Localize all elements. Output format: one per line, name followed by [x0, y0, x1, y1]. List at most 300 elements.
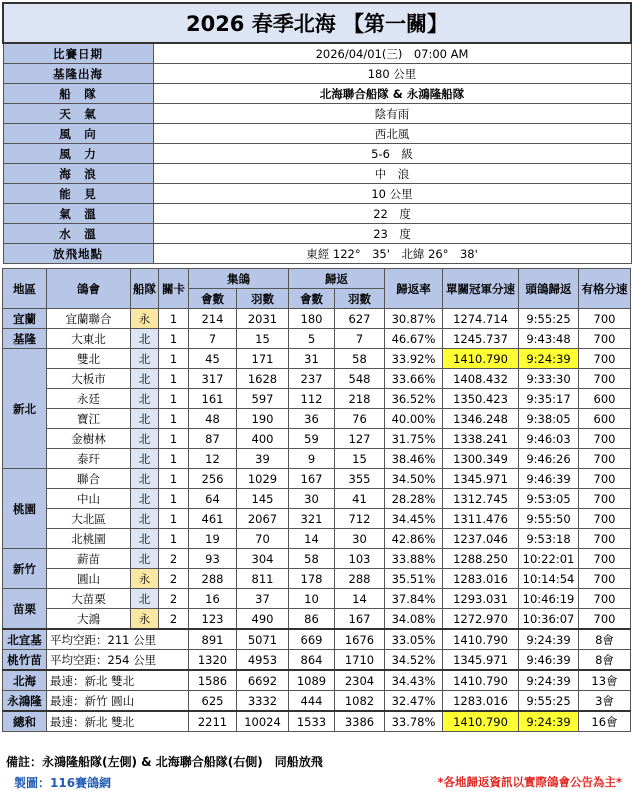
r-clubs-cell: 178	[289, 569, 335, 589]
first-cell: 10:46:19	[519, 589, 579, 609]
summary-c-birds: 3332	[237, 691, 289, 712]
table-row	[3, 549, 631, 569]
club-cell: 永廷	[47, 389, 131, 409]
club-cell: 大東北	[47, 329, 131, 349]
summary-r-clubs: 669	[289, 629, 335, 650]
stage-cell: 1	[159, 449, 189, 469]
rate-cell: 33.66%	[385, 369, 443, 389]
region-cell: 新北	[3, 349, 47, 469]
table-row	[3, 329, 631, 349]
info-value: 22 度	[153, 204, 631, 224]
speed-cell: 1312.745	[443, 489, 519, 509]
speed-cell: 1408.432	[443, 369, 519, 389]
summary-c-clubs: 2211	[189, 711, 237, 732]
stage-cell: 1	[159, 469, 189, 489]
info-value: 180 公里	[153, 64, 631, 84]
boat-cell: 永	[131, 309, 159, 329]
speed-cell: 1245.737	[443, 329, 519, 349]
summary-rate: 34.43%	[385, 670, 443, 691]
info-value: 西北風	[153, 124, 631, 144]
stage-cell: 2	[159, 549, 189, 569]
summary-first: 9:24:39	[519, 670, 579, 691]
quota-cell: 700	[579, 609, 631, 630]
page-title: 2026 春季北海 【第一關】	[3, 3, 631, 43]
info-value: 5-6 級	[153, 144, 631, 164]
col-speed: 單關冠軍分速	[443, 269, 519, 309]
boat-cell: 北	[131, 449, 159, 469]
first-cell: 9:46:39	[519, 469, 579, 489]
first-cell: 9:43:48	[519, 329, 579, 349]
summary-c-birds: 10024	[237, 711, 289, 732]
stage-cell: 1	[159, 489, 189, 509]
stage-cell: 1	[159, 369, 189, 389]
info-label: 風 力	[3, 144, 153, 164]
region-cell: 桃園	[3, 469, 47, 549]
club-cell: 金樹林	[47, 429, 131, 449]
r-birds-cell: 7	[335, 329, 385, 349]
r-birds-cell: 14	[335, 589, 385, 609]
r-clubs-cell: 10	[289, 589, 335, 609]
summary-r-clubs: 1533	[289, 711, 335, 732]
info-table	[2, 2, 632, 264]
c-clubs-cell: 256	[189, 469, 237, 489]
c-birds-cell: 190	[237, 409, 289, 429]
summary-speed: 1410.790	[443, 670, 519, 691]
speed-cell: 1346.248	[443, 409, 519, 429]
info-row	[3, 84, 631, 104]
quota-cell: 700	[579, 549, 631, 569]
c-clubs-cell: 214	[189, 309, 237, 329]
race-info	[3, 43, 631, 264]
c-birds-cell: 400	[237, 429, 289, 449]
summary-r-clubs: 444	[289, 691, 335, 712]
table-row	[3, 489, 631, 509]
speed-cell: 1350.423	[443, 389, 519, 409]
r-clubs-cell: 86	[289, 609, 335, 630]
summary-rate: 32.47%	[385, 691, 443, 712]
quota-cell: 600	[579, 409, 631, 429]
col-quota: 有格分速	[579, 269, 631, 309]
speed-cell: 1410.790	[443, 349, 519, 369]
summary-r-birds: 1082	[335, 691, 385, 712]
table-row	[3, 409, 631, 429]
info-label: 氣 溫	[3, 204, 153, 224]
stage-cell: 1	[159, 389, 189, 409]
speed-cell: 1311.476	[443, 509, 519, 529]
summary-first: 9:24:39	[519, 711, 579, 732]
rate-cell: 37.84%	[385, 589, 443, 609]
info-row	[3, 164, 631, 184]
col-club: 鴿會	[47, 269, 131, 309]
summary-r-birds: 2304	[335, 670, 385, 691]
first-cell: 9:38:05	[519, 409, 579, 429]
boat-cell: 北	[131, 429, 159, 449]
boat-cell: 北	[131, 469, 159, 489]
c-birds-cell: 70	[237, 529, 289, 549]
stage-cell: 1	[159, 509, 189, 529]
c-birds-cell: 145	[237, 489, 289, 509]
r-birds-cell: 167	[335, 609, 385, 630]
region-cell: 基隆	[3, 329, 47, 349]
summary-rate: 33.05%	[385, 629, 443, 650]
table-row	[3, 589, 631, 609]
quota-cell: 700	[579, 509, 631, 529]
col-region: 地區	[3, 269, 47, 309]
summary-count: 13會	[579, 670, 631, 691]
club-cell: 圓山	[47, 569, 131, 589]
rate-cell: 30.87%	[385, 309, 443, 329]
stage-cell: 2	[159, 609, 189, 630]
info-row	[3, 104, 631, 124]
table-row	[3, 569, 631, 589]
info-row	[3, 64, 631, 84]
speed-cell: 1345.971	[443, 469, 519, 489]
boat-cell: 北	[131, 329, 159, 349]
info-value: 23 度	[153, 224, 631, 244]
club-cell: 宜蘭聯合	[47, 309, 131, 329]
summary-name: 桃竹苗	[3, 650, 47, 671]
c-clubs-cell: 288	[189, 569, 237, 589]
first-cell: 9:55:25	[519, 309, 579, 329]
r-clubs-cell: 5	[289, 329, 335, 349]
table-row	[3, 349, 631, 369]
summary-rate: 34.52%	[385, 650, 443, 671]
r-clubs-cell: 180	[289, 309, 335, 329]
summary-first: 9:24:39	[519, 629, 579, 650]
footer-disclaimer: *各地歸返資訊以實際鴿會公告為主*	[437, 775, 622, 789]
summary-c-birds: 4953	[237, 650, 289, 671]
table-row	[3, 309, 631, 329]
info-value: 北海聯合船隊 & 永鴻隆船隊	[153, 84, 631, 104]
boat-cell: 北	[131, 409, 159, 429]
summary-c-birds: 5071	[237, 629, 289, 650]
summary-row	[3, 691, 631, 712]
col-stage: 關卡	[159, 269, 189, 309]
summary-speed: 1410.790	[443, 629, 519, 650]
results-body	[3, 309, 631, 732]
r-clubs-cell: 59	[289, 429, 335, 449]
c-clubs-cell: 19	[189, 529, 237, 549]
boat-cell: 北	[131, 489, 159, 509]
col-return: 歸返	[289, 269, 385, 289]
table-row	[3, 389, 631, 409]
col-first: 頭鴿歸返	[519, 269, 579, 309]
footer-note: 備註：永鴻隆船隊(左側) & 北海聯合船隊(右側) 同船放飛	[6, 755, 323, 769]
c-birds-cell: 2067	[237, 509, 289, 529]
summary-c-clubs: 1320	[189, 650, 237, 671]
first-cell: 9:46:26	[519, 449, 579, 469]
summary-name: 永鴻隆	[3, 691, 47, 712]
first-cell: 10:14:54	[519, 569, 579, 589]
stage-cell: 1	[159, 429, 189, 449]
col-collect-clubs: 會數	[189, 289, 237, 309]
rate-cell: 34.45%	[385, 509, 443, 529]
boat-cell: 北	[131, 589, 159, 609]
rate-cell: 46.67%	[385, 329, 443, 349]
summary-row	[3, 711, 631, 732]
table-row	[3, 429, 631, 449]
table-row	[3, 529, 631, 549]
boat-cell: 北	[131, 509, 159, 529]
info-row	[3, 244, 631, 264]
club-cell: 中山	[47, 489, 131, 509]
first-cell: 9:53:05	[519, 489, 579, 509]
summary-row	[3, 629, 631, 650]
region-cell: 新竹	[3, 549, 47, 589]
r-clubs-cell: 167	[289, 469, 335, 489]
first-cell: 10:22:01	[519, 549, 579, 569]
info-label: 放飛地點	[3, 244, 153, 264]
r-birds-cell: 218	[335, 389, 385, 409]
club-cell: 北桃園	[47, 529, 131, 549]
info-label: 天 氣	[3, 104, 153, 124]
summary-name: 總和	[3, 711, 47, 732]
quota-cell: 700	[579, 489, 631, 509]
stage-cell: 1	[159, 409, 189, 429]
info-label: 風 向	[3, 124, 153, 144]
col-return-birds: 羽數	[335, 289, 385, 309]
region-cell: 宜蘭	[3, 309, 47, 329]
info-label: 海 浪	[3, 164, 153, 184]
r-clubs-cell: 237	[289, 369, 335, 389]
info-row	[3, 144, 631, 164]
info-row	[3, 204, 631, 224]
rate-cell: 33.92%	[385, 349, 443, 369]
c-clubs-cell: 93	[189, 549, 237, 569]
info-row	[3, 224, 631, 244]
c-clubs-cell: 45	[189, 349, 237, 369]
c-birds-cell: 2031	[237, 309, 289, 329]
rate-cell: 42.86%	[385, 529, 443, 549]
c-clubs-cell: 161	[189, 389, 237, 409]
col-collect-birds: 羽數	[237, 289, 289, 309]
r-clubs-cell: 30	[289, 489, 335, 509]
summary-note: 平均空距：254 公里	[47, 650, 189, 671]
club-cell: 大鴻	[47, 609, 131, 630]
quota-cell: 700	[579, 329, 631, 349]
r-birds-cell: 76	[335, 409, 385, 429]
quota-cell: 700	[579, 569, 631, 589]
r-clubs-cell: 36	[289, 409, 335, 429]
quota-cell: 700	[579, 469, 631, 489]
c-clubs-cell: 461	[189, 509, 237, 529]
speed-cell: 1274.714	[443, 309, 519, 329]
r-birds-cell: 627	[335, 309, 385, 329]
c-clubs-cell: 12	[189, 449, 237, 469]
info-value: 中 浪	[153, 164, 631, 184]
speed-cell: 1300.349	[443, 449, 519, 469]
c-birds-cell: 811	[237, 569, 289, 589]
region-cell: 苗栗	[3, 589, 47, 630]
info-row	[3, 184, 631, 204]
r-clubs-cell: 31	[289, 349, 335, 369]
club-cell: 雙北	[47, 349, 131, 369]
boat-cell: 永	[131, 609, 159, 630]
c-clubs-cell: 64	[189, 489, 237, 509]
quota-cell: 700	[579, 429, 631, 449]
quota-cell: 700	[579, 349, 631, 369]
first-cell: 9:24:39	[519, 349, 579, 369]
r-birds-cell: 15	[335, 449, 385, 469]
info-label: 船 隊	[3, 84, 153, 104]
summary-count: 8會	[579, 629, 631, 650]
r-birds-cell: 288	[335, 569, 385, 589]
speed-cell: 1288.250	[443, 549, 519, 569]
boat-cell: 北	[131, 369, 159, 389]
r-birds-cell: 41	[335, 489, 385, 509]
summary-rate: 33.78%	[385, 711, 443, 732]
summary-speed: 1345.971	[443, 650, 519, 671]
summary-row	[3, 650, 631, 671]
summary-c-clubs: 891	[189, 629, 237, 650]
table-row	[3, 449, 631, 469]
summary-first: 9:46:39	[519, 650, 579, 671]
boat-cell: 北	[131, 549, 159, 569]
rate-cell: 40.00%	[385, 409, 443, 429]
quota-cell: 600	[579, 389, 631, 409]
summary-r-birds: 3386	[335, 711, 385, 732]
summary-count: 3會	[579, 691, 631, 712]
c-birds-cell: 37	[237, 589, 289, 609]
r-birds-cell: 548	[335, 369, 385, 389]
info-value: 10 公里	[153, 184, 631, 204]
first-cell: 9:46:03	[519, 429, 579, 449]
summary-c-birds: 6692	[237, 670, 289, 691]
summary-r-clubs: 864	[289, 650, 335, 671]
c-clubs-cell: 123	[189, 609, 237, 630]
summary-count: 16會	[579, 711, 631, 732]
c-birds-cell: 171	[237, 349, 289, 369]
r-birds-cell: 30	[335, 529, 385, 549]
c-birds-cell: 597	[237, 389, 289, 409]
summary-c-clubs: 1586	[189, 670, 237, 691]
r-clubs-cell: 14	[289, 529, 335, 549]
c-clubs-cell: 87	[189, 429, 237, 449]
table-row	[3, 469, 631, 489]
c-clubs-cell: 317	[189, 369, 237, 389]
col-rate: 歸返率	[385, 269, 443, 309]
r-birds-cell: 355	[335, 469, 385, 489]
info-row	[3, 43, 631, 64]
rate-cell: 33.88%	[385, 549, 443, 569]
summary-row	[3, 670, 631, 691]
first-cell: 10:36:07	[519, 609, 579, 630]
first-cell: 9:55:50	[519, 509, 579, 529]
club-cell: 大苗栗	[47, 589, 131, 609]
c-clubs-cell: 16	[189, 589, 237, 609]
info-value: 陰有雨	[153, 104, 631, 124]
club-cell: 聯合	[47, 469, 131, 489]
rate-cell: 31.75%	[385, 429, 443, 449]
summary-speed: 1283.016	[443, 691, 519, 712]
table-row	[3, 369, 631, 389]
stage-cell: 1	[159, 349, 189, 369]
col-return-clubs: 會數	[289, 289, 335, 309]
summary-r-clubs: 1089	[289, 670, 335, 691]
r-birds-cell: 127	[335, 429, 385, 449]
summary-r-birds: 1676	[335, 629, 385, 650]
c-birds-cell: 304	[237, 549, 289, 569]
r-clubs-cell: 112	[289, 389, 335, 409]
boat-cell: 北	[131, 389, 159, 409]
rate-cell: 34.50%	[385, 469, 443, 489]
summary-note: 最速：新北 雙北	[47, 670, 189, 691]
boat-cell: 永	[131, 569, 159, 589]
rate-cell: 28.28%	[385, 489, 443, 509]
r-clubs-cell: 9	[289, 449, 335, 469]
rate-cell: 35.51%	[385, 569, 443, 589]
club-cell: 薪苗	[47, 549, 131, 569]
info-value: 東經 122° 35' 北緯 26° 38'	[153, 244, 631, 264]
info-row	[3, 124, 631, 144]
info-label: 比賽日期	[3, 43, 153, 64]
info-value: 2026/04/01(三) 07:00 AM	[153, 43, 631, 64]
r-birds-cell: 58	[335, 349, 385, 369]
stage-cell: 2	[159, 589, 189, 609]
c-birds-cell: 490	[237, 609, 289, 630]
first-cell: 9:33:30	[519, 369, 579, 389]
c-clubs-cell: 48	[189, 409, 237, 429]
club-cell: 寶江	[47, 409, 131, 429]
rate-cell: 36.52%	[385, 389, 443, 409]
info-label: 能 見	[3, 184, 153, 204]
first-cell: 9:35:17	[519, 389, 579, 409]
c-birds-cell: 1628	[237, 369, 289, 389]
quota-cell: 700	[579, 309, 631, 329]
c-clubs-cell: 7	[189, 329, 237, 349]
info-label: 水 溫	[3, 224, 153, 244]
speed-cell: 1237.046	[443, 529, 519, 549]
speed-cell: 1293.031	[443, 589, 519, 609]
stage-cell: 2	[159, 569, 189, 589]
speed-cell: 1283.016	[443, 569, 519, 589]
results-table	[2, 268, 631, 732]
summary-r-birds: 1710	[335, 650, 385, 671]
stage-cell: 1	[159, 309, 189, 329]
summary-speed: 1410.790	[443, 711, 519, 732]
rate-cell: 34.08%	[385, 609, 443, 630]
info-label: 基隆出海	[3, 64, 153, 84]
r-birds-cell: 103	[335, 549, 385, 569]
summary-name: 北宜基	[3, 629, 47, 650]
quota-cell: 700	[579, 589, 631, 609]
boat-cell: 北	[131, 349, 159, 369]
summary-note: 最速：新北 雙北	[47, 711, 189, 732]
summary-note: 最速：新竹 圓山	[47, 691, 189, 712]
quota-cell: 700	[579, 449, 631, 469]
speed-cell: 1272.970	[443, 609, 519, 630]
c-birds-cell: 1029	[237, 469, 289, 489]
footer-maker: 製圖：116賽鴿網	[14, 776, 112, 790]
col-boat: 船隊	[131, 269, 159, 309]
club-cell: 大板市	[47, 369, 131, 389]
quota-cell: 700	[579, 369, 631, 389]
table-row	[3, 609, 631, 630]
summary-c-clubs: 625	[189, 691, 237, 712]
boat-cell: 北	[131, 529, 159, 549]
col-collect: 集鴿	[189, 269, 289, 289]
result-sheet	[2, 2, 630, 790]
summary-name: 北海	[3, 670, 47, 691]
table-row	[3, 509, 631, 529]
rate-cell: 38.46%	[385, 449, 443, 469]
stage-cell: 1	[159, 329, 189, 349]
club-cell: 泰玕	[47, 449, 131, 469]
c-birds-cell: 15	[237, 329, 289, 349]
r-birds-cell: 712	[335, 509, 385, 529]
c-birds-cell: 39	[237, 449, 289, 469]
first-cell: 9:53:18	[519, 529, 579, 549]
